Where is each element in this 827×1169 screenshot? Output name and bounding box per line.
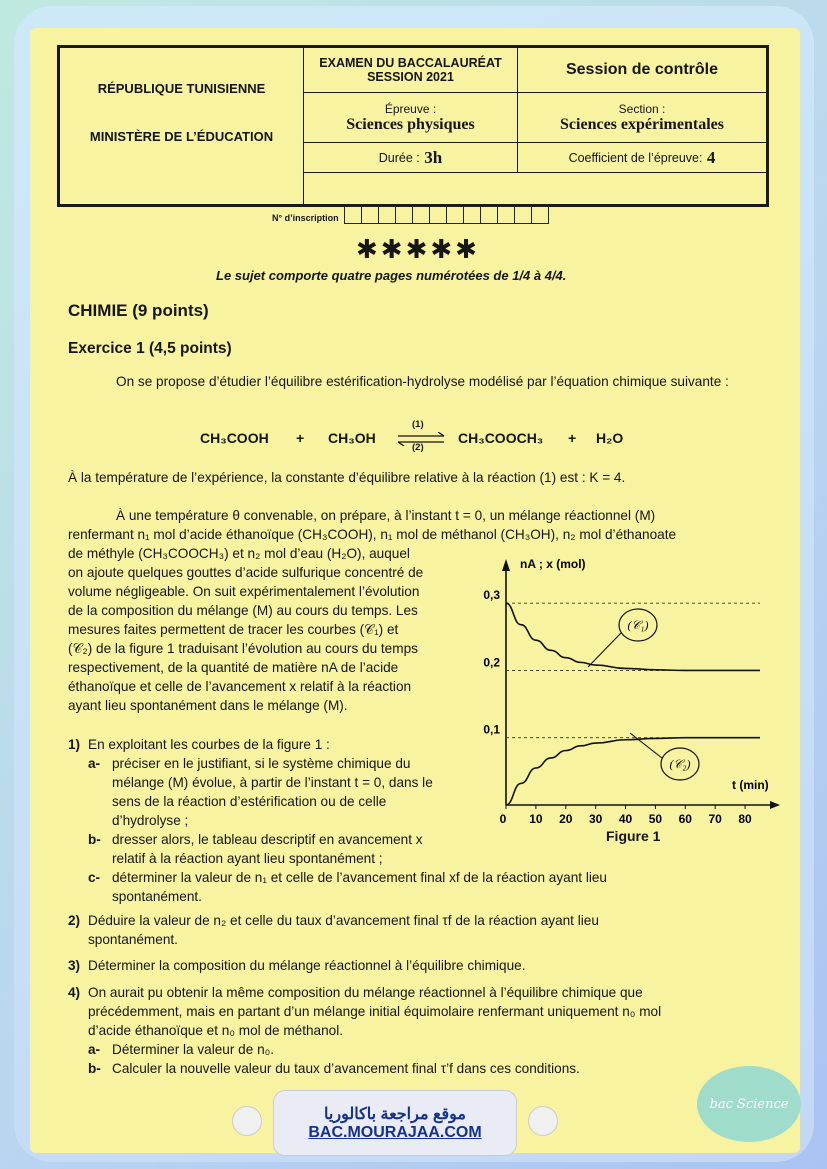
paragraph-line: ayant lieu spontanément dans le mélange (M). <box>68 698 348 713</box>
duree-cell <box>304 143 518 173</box>
question-number: 2) <box>68 913 81 928</box>
y-tick-label: 0,1 <box>483 722 500 737</box>
curve-c2-label: (𝒞₂) <box>669 757 691 771</box>
reactant-acid: CH₃COOH <box>200 430 269 446</box>
paragraph-line: de la composition du mélange (M) au cours du temps. Les <box>68 603 418 618</box>
question-1a: d’hydrolyse ; <box>112 813 189 828</box>
section-value: Sciences expérimentales <box>560 115 724 133</box>
x-tick-label: 30 <box>588 812 603 826</box>
question-1c: déterminer la valeur de n₁ et celle de l’avancement final xf de la réaction ayant lieu <box>112 870 607 885</box>
question-4b: Calculer la nouvelle valeur du taux d’avancement final τ’f dans ces conditions. <box>112 1061 580 1076</box>
paragraph-line: de méthyle (CH₃COOCH₃) et n₂ mol d’eau (H₂O), auquel <box>68 546 410 561</box>
question-2: Déduire la valeur de n₂ et celle du taux d’avancement final τf de la réaction ayant lieu <box>88 913 599 928</box>
header-left <box>60 48 304 204</box>
section-label: Section : <box>618 101 666 116</box>
site-logo-icon <box>232 1106 262 1136</box>
subquestion-label: a- <box>88 756 101 771</box>
question-1b: dresser alors, le tableau descriptif en avancement x <box>112 832 423 847</box>
x-tick-label: 20 <box>559 812 573 826</box>
intro-text: On se propose d’étudier l’équilibre estérification-hydrolyse modélisé par l’équation chimique suivante : <box>116 374 729 389</box>
question-4: d’acide éthanoïque et n₀ mol de méthanol. <box>88 1023 344 1038</box>
curve-c1 <box>506 603 760 670</box>
figure-1-chart <box>470 553 788 853</box>
y-axis-arrow-icon <box>502 559 510 571</box>
x-tick-label: 0 <box>499 812 507 826</box>
exam-session-year: SESSION 2021 <box>367 70 454 84</box>
x-tick-label: 70 <box>708 812 722 826</box>
product-ester: CH₃COOCH₃ <box>458 430 544 446</box>
exam-header <box>57 45 769 207</box>
pages-note: Le sujet comporte quatre pages numérotées de 1/4 à 4/4. <box>216 268 567 283</box>
epreuve-value: Sciences physiques <box>346 115 475 133</box>
exam-page <box>30 28 800 1153</box>
duree-value: 3h <box>424 147 443 167</box>
site-arabic: موقع مراجعة باكالوريا <box>324 1106 466 1123</box>
question-1c: spontanément. <box>112 889 202 904</box>
inscription-row <box>272 206 549 229</box>
x-tick-label: 50 <box>648 812 663 826</box>
site-url-link[interactable]: BAC.MOURAJAA.COM <box>308 1124 482 1141</box>
question-1: En exploitant les courbes de la figure 1 : <box>88 737 330 752</box>
country-label: RÉPUBLIQUE TUNISIENNE <box>97 80 266 96</box>
exam-title: EXAMEN DU BACCALAURÉAT <box>319 56 502 70</box>
exercise-title: Exercice 1 (4,5 points) <box>68 340 232 357</box>
stars-separator: ✱✱✱✱✱ <box>356 234 480 264</box>
x-tick-label: 40 <box>618 812 633 826</box>
question-4a: Déterminer la valeur de n₀. <box>112 1042 275 1057</box>
curve-c1-pointer <box>588 633 621 667</box>
product-water: H₂O <box>596 430 624 446</box>
paragraph-line: respectivement, de la quantité de matière nA de l’acide <box>68 660 399 675</box>
plus-sign: + <box>296 430 305 446</box>
question-1b: relatif à la réaction ayant lieu spontanément ; <box>112 851 383 866</box>
inscription-label: N° d’inscription <box>272 212 339 223</box>
x-tick-label: 10 <box>529 812 543 826</box>
arrow-label-1: (1) <box>412 419 424 430</box>
question-number: 3) <box>68 958 81 973</box>
x-tick-label: 80 <box>738 812 752 826</box>
paragraph-line: renfermant n₁ mol d’acide éthanoïque (CH₃COOH), n₁ mol de méthanol (CH₃OH), n₂ mol d’éthanoate <box>68 527 677 542</box>
question-1a: préciser en le justifiant, si le système chimique du <box>112 756 411 771</box>
site-badge[interactable] <box>273 1090 517 1156</box>
paragraph-line: À une température θ convenable, on prépare, à l’instant t = 0, un mélange réactionnel (M) <box>116 508 656 523</box>
reactant-alcohol: CH₃OH <box>328 430 376 446</box>
epreuve-cell <box>304 93 518 143</box>
session-type: Session de contrôle <box>565 61 719 78</box>
paragraph-line: mesures faites permettent de tracer les courbes (𝒞₁) et <box>68 622 399 637</box>
curve-c2-pointer <box>630 733 662 758</box>
session-cell <box>518 48 766 93</box>
x-axis-arrow-icon <box>770 801 780 809</box>
curve-c2 <box>506 738 760 805</box>
curve-c1-label: (𝒞₁) <box>627 618 649 632</box>
epreuve-label: Épreuve : <box>384 101 437 116</box>
paragraph-line: éthanoïque et celle de l’avancement x relatif à la réaction <box>68 679 412 694</box>
y-tick-label: 0,2 <box>483 655 500 670</box>
subquestion-label: c- <box>88 870 101 885</box>
site-logo-icon <box>528 1106 558 1136</box>
plus-sign: + <box>568 430 577 446</box>
question-1a: mélange (M) évolue, à partir de l’instant t = 0, dans le <box>112 775 433 790</box>
ministry-label: MINISTÈRE DE L’ÉDUCATION <box>89 128 274 144</box>
subquestion-label: b- <box>88 1061 101 1076</box>
question-number: 4) <box>68 985 81 1000</box>
x-tick-label: 60 <box>678 812 692 826</box>
question-number: 1) <box>68 737 81 752</box>
question-3: Déterminer la composition du mélange réactionnel à l’équilibre chimique. <box>88 958 526 973</box>
question-1a: sens de la réaction d’estérification ou de celle <box>112 794 387 809</box>
arrow-label-2: (2) <box>412 442 424 453</box>
chemical-equation <box>200 419 660 458</box>
question-4: précédemment, mais en partant d’un mélange initial équimolaire renfermant uniquement n₀ mol <box>88 1004 662 1019</box>
x-axis-label: t (min) <box>732 778 769 792</box>
y-axis-label: nA ; x (mol) <box>520 557 586 571</box>
chimie-title: CHIMIE (9 points) <box>68 301 209 320</box>
coef-cell <box>518 143 766 173</box>
paragraph-line: on ajoute quelques gouttes d’acide sulfurique concentré de <box>68 565 424 580</box>
coef-label: Coefficient de l’épreuve: <box>568 150 703 165</box>
y-tick-label: 0,3 <box>483 588 500 603</box>
figure-caption: Figure 1 <box>606 828 661 844</box>
exam-title-cell <box>304 48 518 93</box>
question-4: On aurait pu obtenir la même composition du mélange réactionnel à l’équilibre chimique que <box>88 985 643 1000</box>
subquestion-label: b- <box>88 832 101 847</box>
coef-value: 4 <box>706 147 716 167</box>
question-2: spontanément. <box>88 932 178 947</box>
section-cell <box>518 93 766 143</box>
duree-label: Durée : <box>378 150 420 165</box>
paragraph-line: volume négligeable. On suit expérimentalement l’évolution <box>68 584 420 599</box>
constant-text: À la température de l’expérience, la constante d’équilibre relative à la réaction (1) est : K = 4. <box>68 470 626 485</box>
bac-science-logo: bac Science <box>697 1066 801 1142</box>
subquestion-label: a- <box>88 1042 101 1057</box>
paragraph-line: (𝒞₂) de la figure 1 traduisant l’évolution au cours du temps <box>68 641 418 656</box>
inscription-boxes[interactable] <box>345 206 549 229</box>
